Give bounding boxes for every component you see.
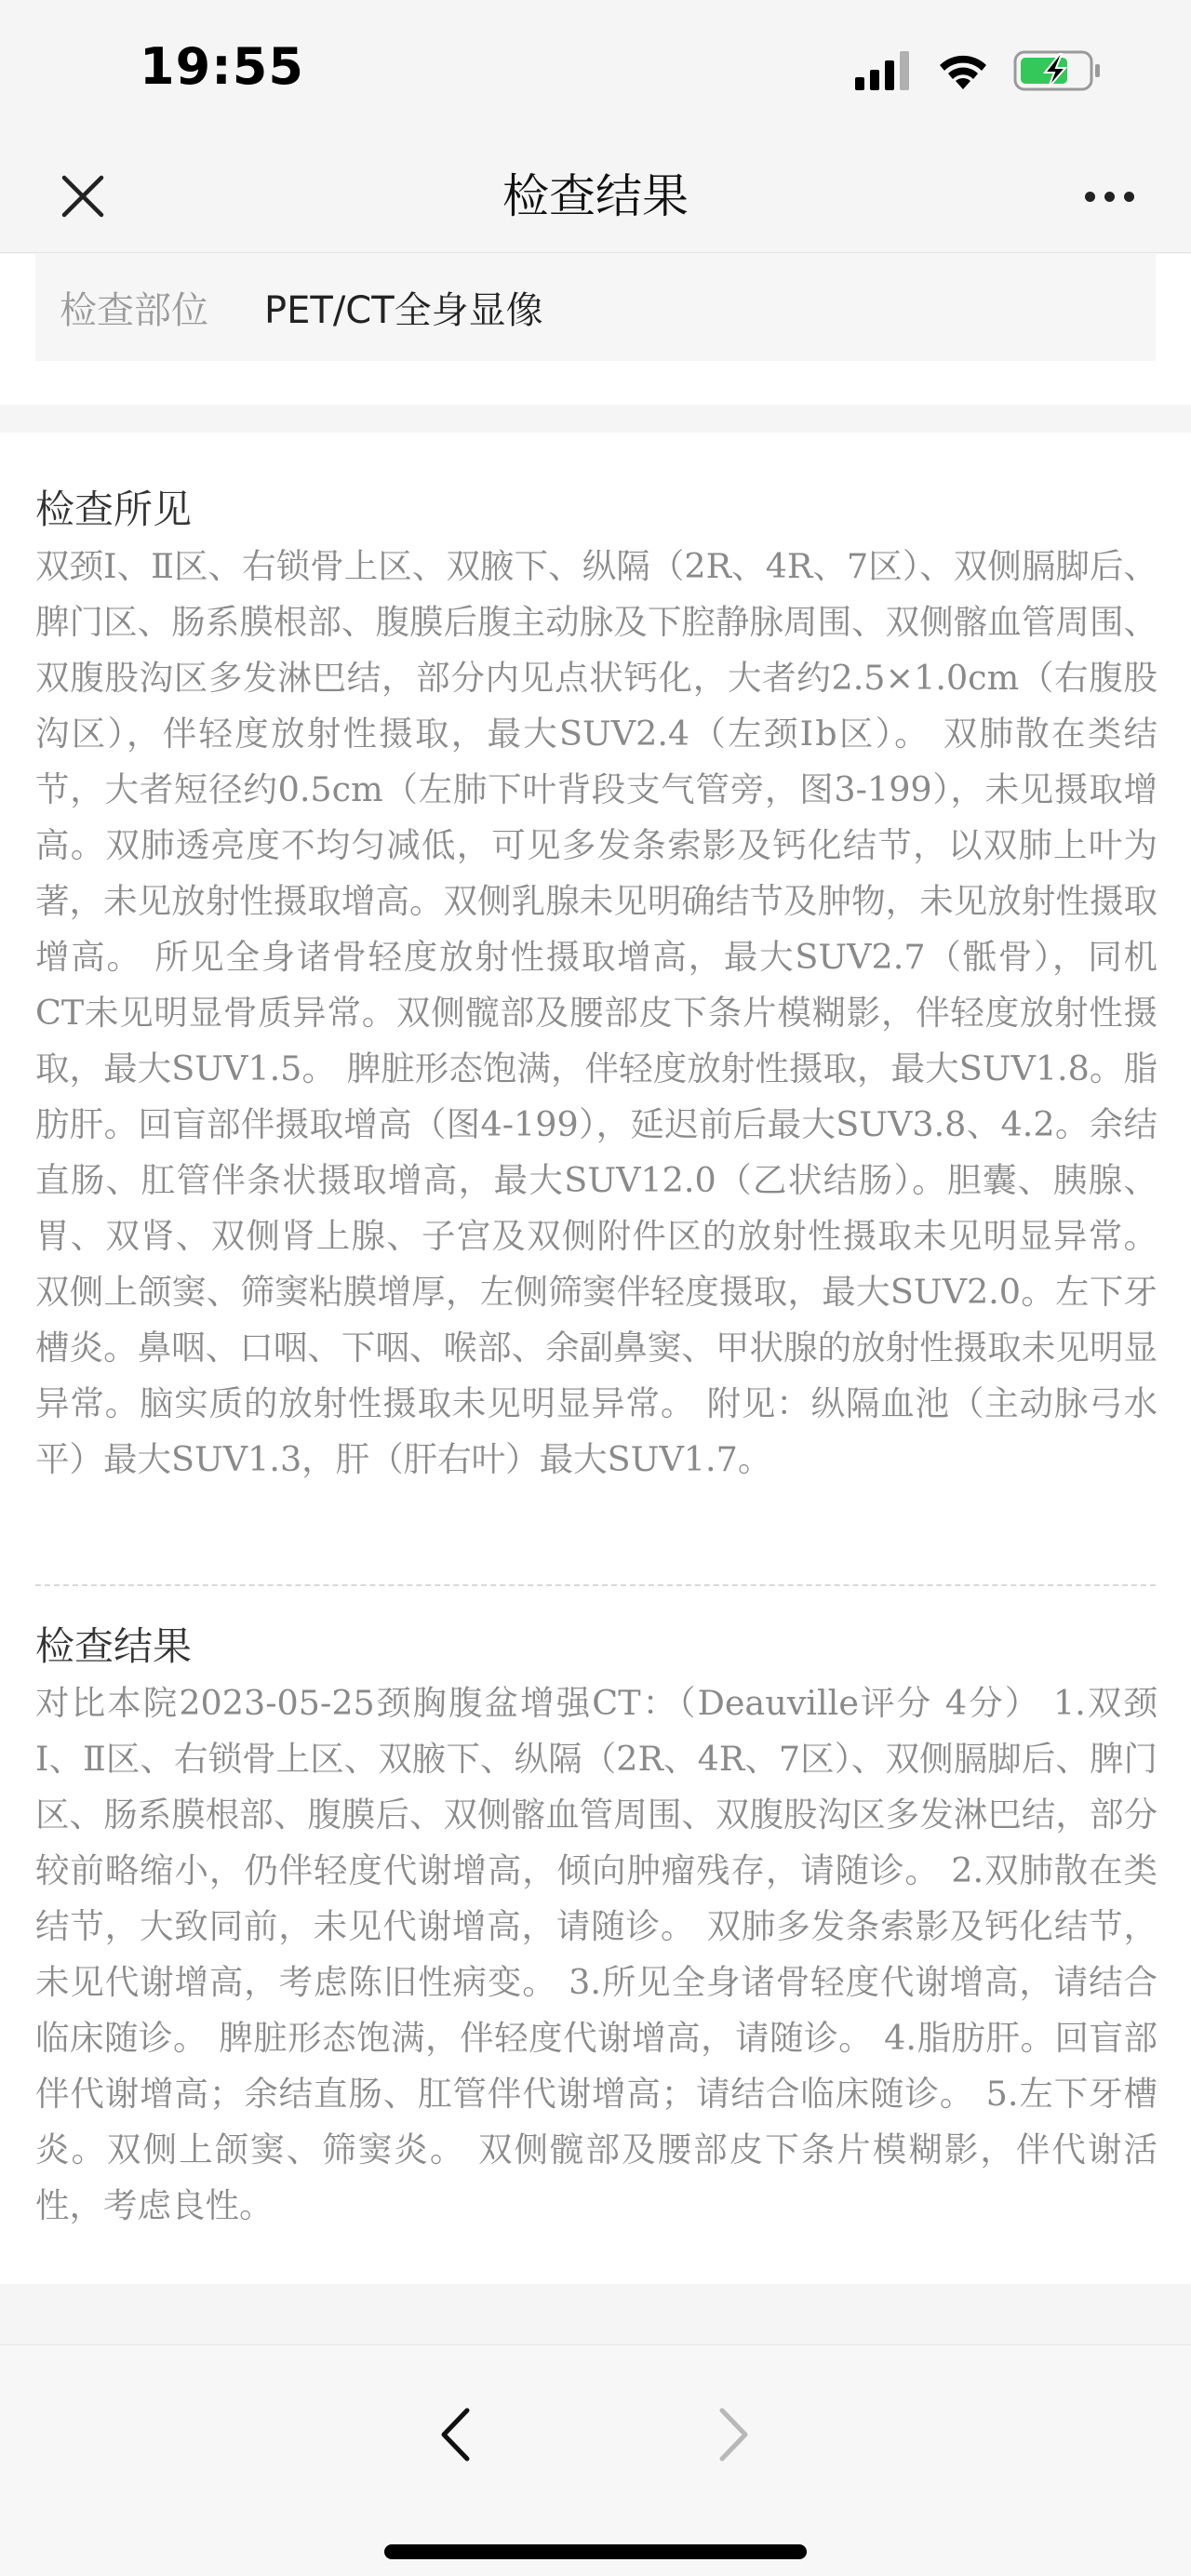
- page-title: 检查结果: [502, 169, 689, 223]
- more-icon: [1085, 192, 1095, 202]
- exam-part-label: 检查部位: [60, 289, 208, 332]
- status-time: 19:55: [140, 37, 304, 96]
- signal-icon: [853, 51, 913, 90]
- status-icons: [853, 45, 1103, 97]
- report-card: [0, 433, 1191, 2284]
- nav-bar: [0, 140, 1191, 253]
- exam-part-row: [35, 254, 1156, 361]
- findings-title: 检查所见: [35, 487, 193, 532]
- home-indicator[interactable]: [384, 2544, 807, 2559]
- close-icon: [61, 175, 104, 218]
- chevron-right-icon: [718, 2407, 750, 2463]
- exam-part-value: PET/CT全身显像: [264, 289, 543, 332]
- battery-charging-icon: [1013, 49, 1103, 92]
- bottom-toolbar: [0, 2344, 1191, 2576]
- results-text: 对比本院2023-05-25颈胸腹盆增强CT：（Deauville评分 4分） 1.双颈Ⅰ、Ⅱ区、右锁骨上区、双腋下、纵隔（2R、4R、7区）、双侧膈脚后、脾门区、肠系膜根部、腹膜后、双侧髂血管周围、双腹股沟区多发淋巴结，部分较前略缩小，仍伴轻度代谢增高，倾向肿瘤残存，请随诊。 2.双肺散在类结节，大致同前，未见代谢增高，请随诊。 双肺多发条索影及钙化结节，未见代谢增高，考虑陈旧性病变。 3.所见全身诸骨轻度代谢增高，请结合临床随诊。 脾脏形态饱满，伴轻度代谢增高，请随诊。 4.脂肪肝。回盲部伴代谢增高；余结直肠、肛管伴代谢增高；请结合临床随诊。 5.左下牙槽炎。双侧上颌窦、筛窦炎。 双侧髋部及腰部皮下条片模糊影，伴代谢活性，考虑良性。: [35, 1683, 1158, 2225]
- wifi-icon: [935, 50, 991, 91]
- close-button[interactable]: [48, 162, 117, 231]
- back-button[interactable]: [413, 2401, 497, 2468]
- status-bar: [0, 0, 1191, 140]
- chevron-left-icon: [439, 2407, 471, 2463]
- findings-text: 双颈Ⅰ、Ⅱ区、右锁骨上区、双腋下、纵隔（2R、4R、7区）、双侧膈脚后、脾门区、肠系膜根部、腹膜后腹主动脉及下腔静脉周围、双侧髂血管周围、双腹股沟区多发淋巴结，部分内见点状钙化，大者约2.5×1.0cm（右腹股沟区），伴轻度放射性摄取，最大SUV2.4（左颈Ⅰb区）。 双肺散在类结节，大者短径约0.5cm（左肺下叶背段支气管旁，图3-199），未见摄取增高。双肺透亮度不均匀减低，可见多发条索影及钙化结节，以双肺上叶为著，未见放射性摄取增高。双侧乳腺未见明确结节及肿物，未见放射性摄取增高。 所见全身诸骨轻度放射性摄取增高，最大SUV2.7（骶骨），同机CT未见明显骨质异常。双侧髋部及腰部皮下条片模糊影，伴轻度放射性摄取，最大SUV1.5。 脾脏形态饱满，伴轻度放射性摄取，最大SUV1.8。脂肪肝。回盲部伴摄取增高（图4-199），延迟前后最大SUV3.8、4.2。余结直肠、肛管伴条状摄取增高，最大SUV12.0（乙状结肠）。胆囊、胰腺、胃、双肾、双侧肾上腺、子宫及双侧附件区的放射性摄取未见明显异常。 双侧上颌窦、筛窦粘膜增厚，左侧筛窦伴轻度摄取，最大SUV2.0。左下牙槽炎。鼻咽、口咽、下咽、喉部、余副鼻窦、甲状腺的放射性摄取未见明显异常。脑实质的放射性摄取未见明显异常。 附见：纵隔血池（主动脉弓水平）最大SUV1.3，肝（肝右叶）最大SUV1.7。: [35, 546, 1158, 1479]
- more-icon-dot: [1104, 192, 1115, 202]
- section-divider: [35, 1584, 1156, 1586]
- more-icon-dot: [1124, 192, 1134, 202]
- forward-button[interactable]: [692, 2401, 776, 2468]
- results-title: 检查结果: [35, 1623, 193, 1669]
- exam-part-card: [0, 254, 1191, 405]
- more-button[interactable]: [1072, 162, 1146, 231]
